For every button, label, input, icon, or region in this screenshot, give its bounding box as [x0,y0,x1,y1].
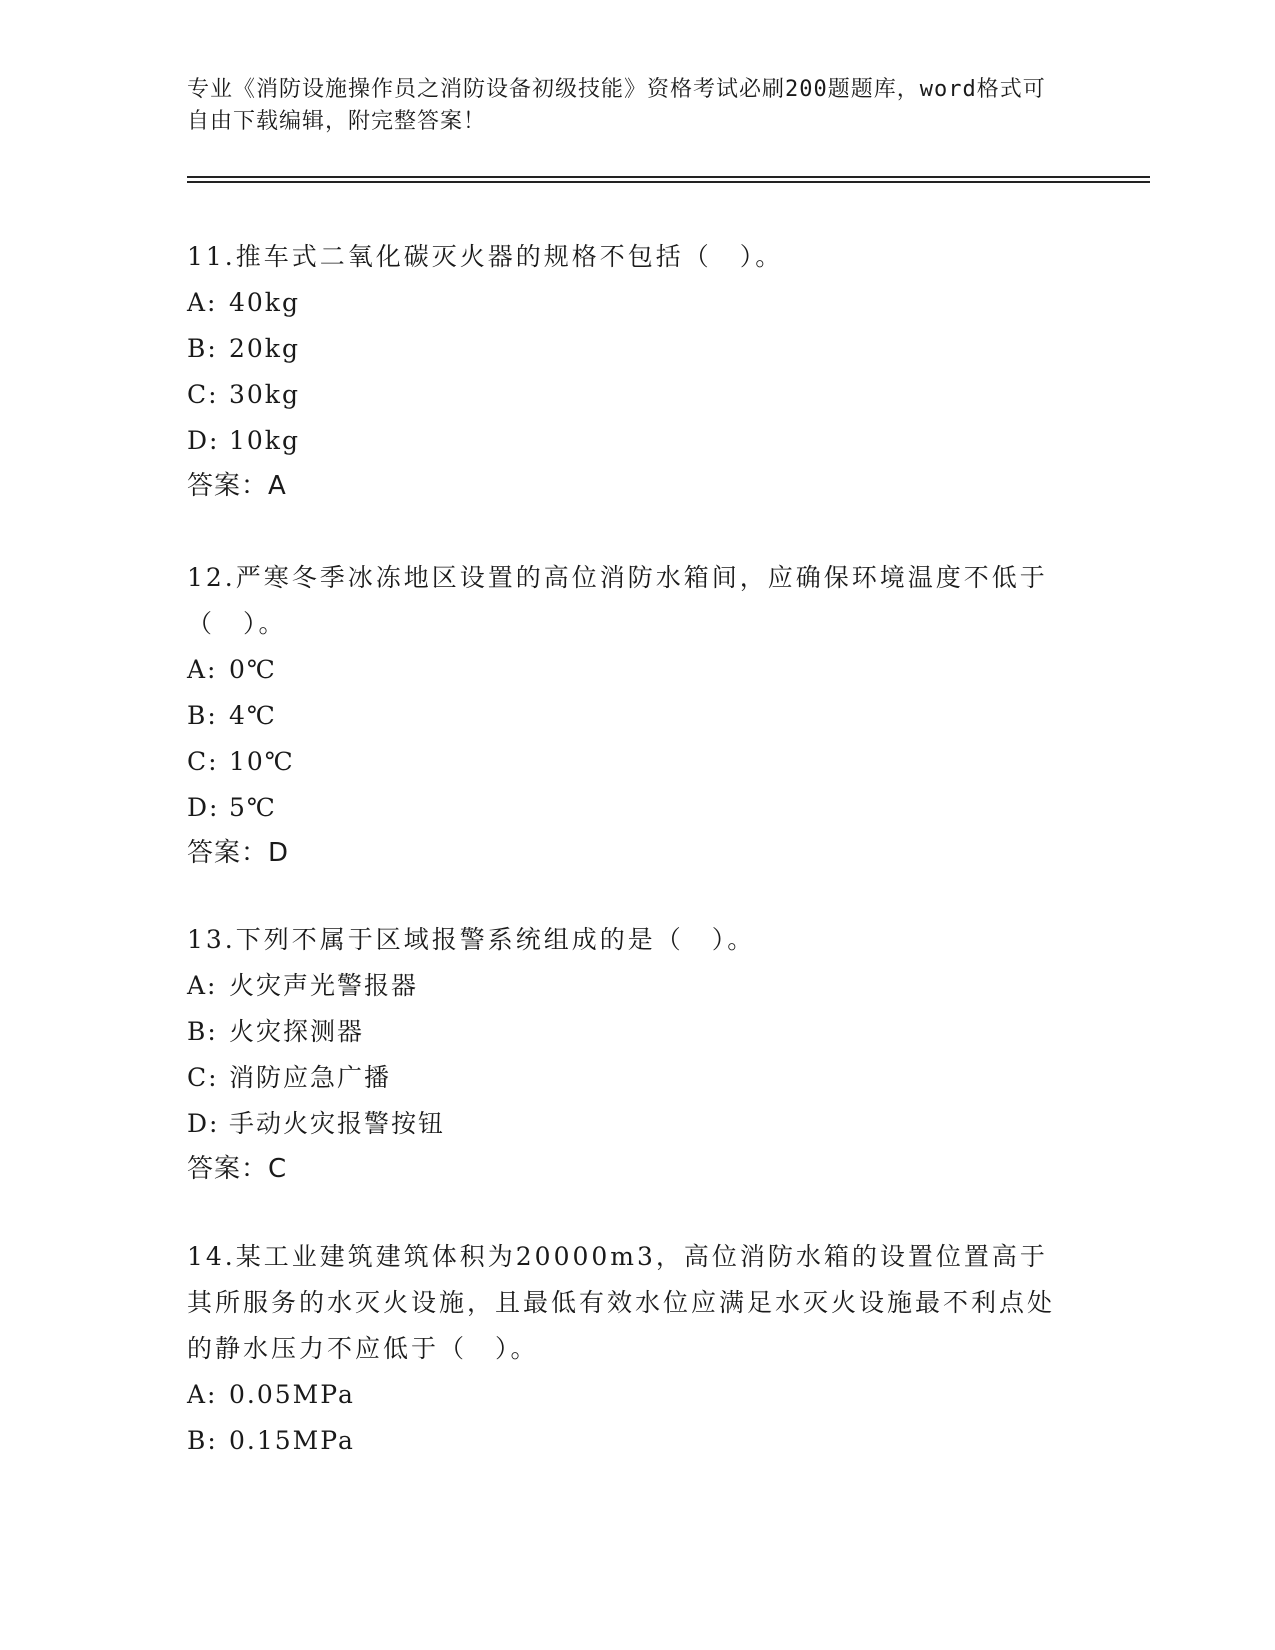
option-text: 30kg [229,380,300,409]
option-text: 20kg [229,334,300,363]
option-b [187,326,1067,372]
option-key: A: [187,971,218,1000]
question-12 [187,555,1067,875]
question-13 [187,917,1067,1191]
option-a [187,280,1067,326]
option-d [187,1101,1067,1147]
option-a [187,647,1067,693]
option-key: A: [187,288,218,317]
option-d [187,418,1067,464]
answer: 答案：D [187,838,290,868]
option-key: B: [187,1426,218,1455]
question-stem: 11.推车式二氧化碳灭火器的规格不包括（ ）。 [187,242,784,271]
option-key: B: [187,701,218,730]
option-key: B: [187,334,218,363]
option-text: 火灾探测器 [229,1017,365,1046]
option-key: C: [187,380,219,409]
option-b [187,1418,1067,1464]
question-14 [187,1234,1067,1464]
option-text: 0.15MPa [229,1426,355,1455]
option-key: B: [187,1017,218,1046]
option-text: 4℃ [229,701,277,730]
option-d [187,785,1067,831]
option-key: A: [187,1380,218,1409]
option-text: 手动火灾报警按钮 [229,1109,446,1138]
option-text: 10℃ [229,747,295,776]
option-key: D: [187,426,220,455]
header-divider-bottom [187,181,1150,183]
option-c [187,372,1067,418]
option-text: 0℃ [229,655,277,684]
option-a [187,1372,1067,1418]
question-stem: 14.某工业建筑建筑体积为20000m3，高位消防水箱的设置位置高于其所服务的水灭火设施，且最低有效水位应满足水灭火设施最不利点处的静水压力不应低于（ ）。 [187,1242,1056,1363]
option-c [187,1055,1067,1101]
document-intro: 专业《消防设施操作员之消防设备初级技能》资格考试必刷200题题库，word格式可自由下载编辑，附完整答案！ [187,77,1046,134]
option-text: 5℃ [229,793,277,822]
option-text: 火灾声光警报器 [229,971,419,1000]
question-stem: 12.严寒冬季冰冻地区设置的高位消防水箱间，应确保环境温度不低于（ ）。 [187,563,1048,638]
option-a [187,963,1067,1009]
option-key: D: [187,1109,220,1138]
option-key: C: [187,747,219,776]
option-key: C: [187,1063,219,1092]
option-text: 40kg [229,288,300,317]
option-text: 0.05MPa [229,1380,355,1409]
option-key: D: [187,793,220,822]
option-b [187,1009,1067,1055]
option-key: A: [187,655,218,684]
answer: 答案：A [187,471,287,501]
option-text: 消防应急广播 [229,1063,392,1092]
option-c [187,739,1067,785]
option-text: 10kg [229,426,300,455]
header-divider-top [187,176,1150,178]
option-b [187,693,1067,739]
answer: 答案：C [187,1154,288,1184]
question-stem: 13.下列不属于区域报警系统组成的是（ ）。 [187,925,756,954]
question-11 [187,234,1067,508]
